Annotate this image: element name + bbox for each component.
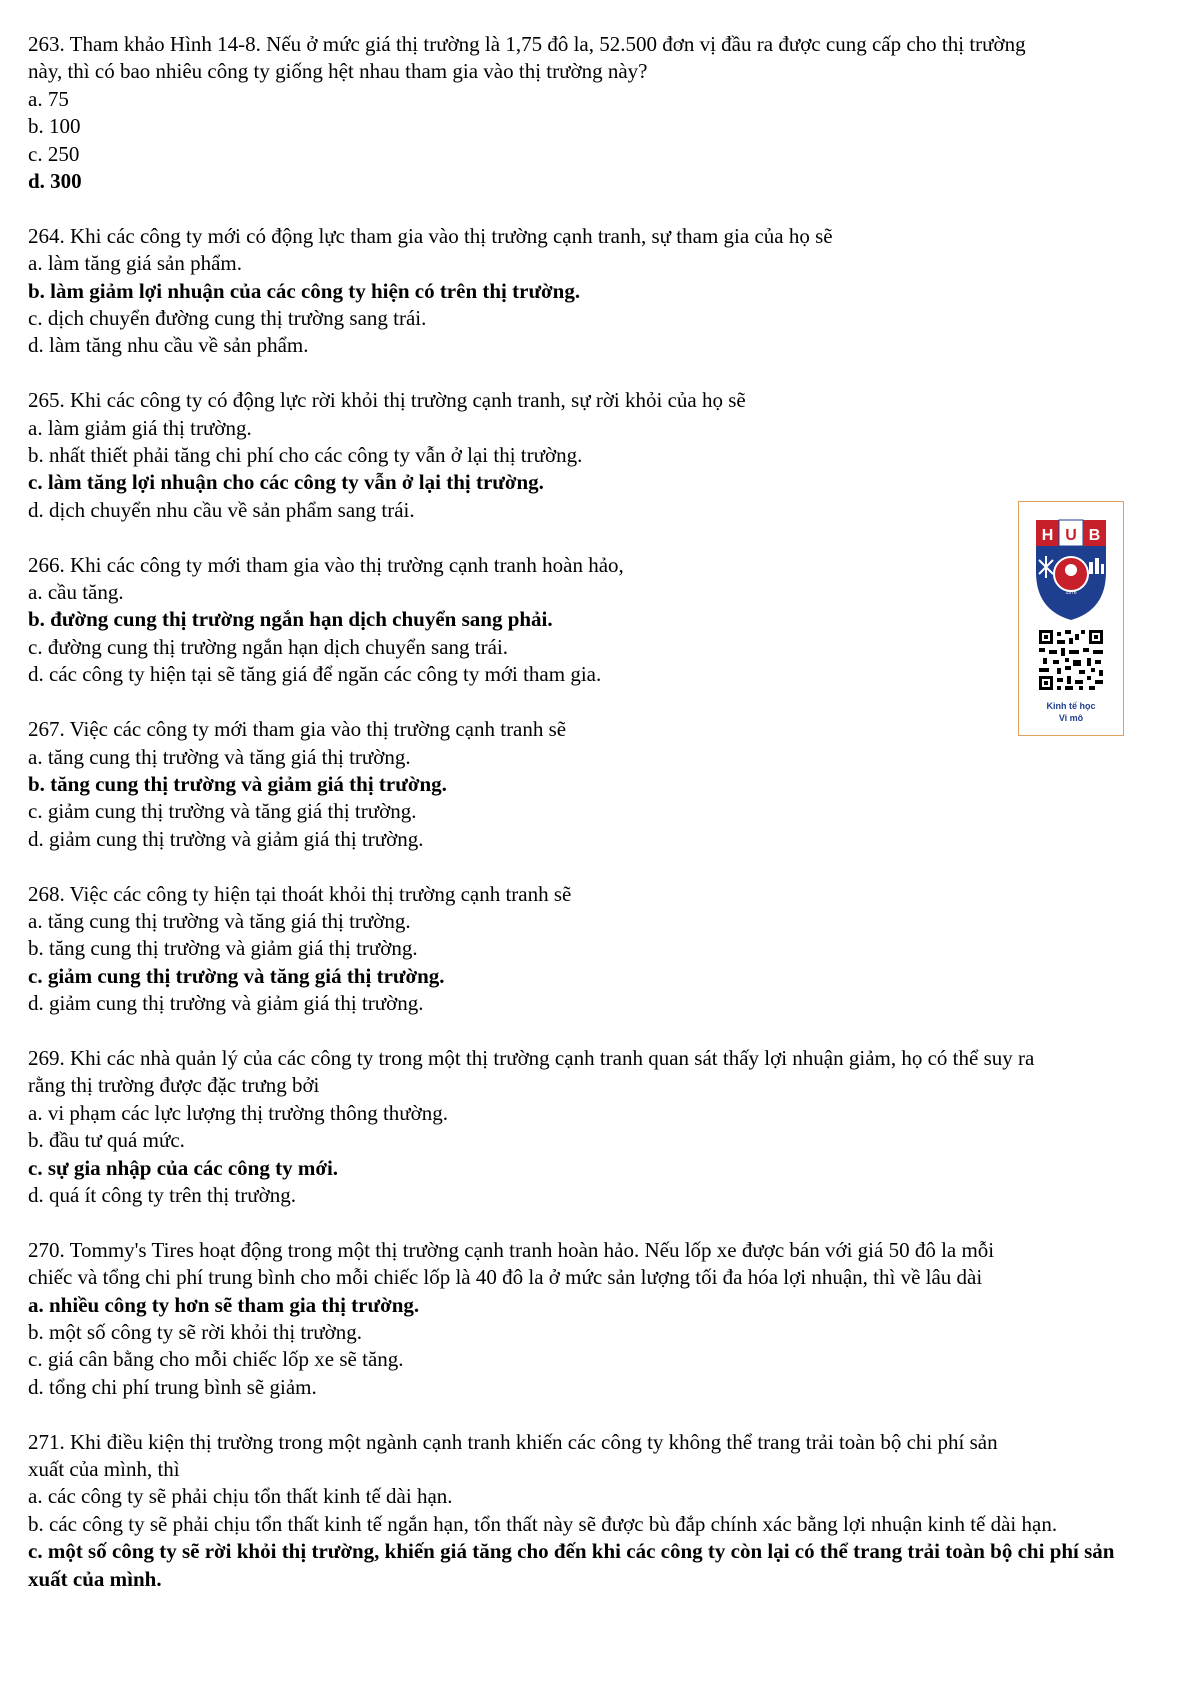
question-block xyxy=(28,387,1188,524)
answer-option: chiếc và tổng chi phí trung bình cho mỗi chiếc lốp là 40 đô la ở mức sản lượng tối đa hóa lợi nhuận, thì về lâu dài xyxy=(28,1265,983,1290)
logo-caption-line1: Kinh tế học xyxy=(1046,701,1096,711)
logo-caption-line2: Vi mô xyxy=(1058,713,1084,723)
answer-option: a. làm giảm giá thị trường. xyxy=(28,415,252,440)
question-text: 265. Khi các công ty có động lực rời khỏi thị trường cạnh tranh, sự rời khỏi của họ sẽ xyxy=(28,388,746,413)
answer-option: c. đường cung thị trường ngắn hạn dịch chuyển sang trái. xyxy=(28,634,509,659)
answer-option-correct: b. đường cung thị trường ngắn hạn dịch chuyển sang phải. xyxy=(28,607,553,632)
question-block xyxy=(28,1429,1188,1593)
answer-option-correct: d. 300 xyxy=(28,169,82,194)
question-text: 266. Khi các công ty mới tham gia vào thị trường cạnh tranh hoàn hảo, xyxy=(28,552,624,577)
logo-year: 1976 xyxy=(1065,590,1077,596)
answer-option: b. đầu tư quá mức. xyxy=(28,1128,185,1153)
question-block xyxy=(28,881,1188,1018)
logo-caption xyxy=(1019,700,1123,724)
question-block xyxy=(28,552,1188,689)
answer-option: rằng thị trường được đặc trưng bởi xyxy=(28,1073,320,1098)
answer-option: a. tăng cung thị trường và tăng giá thị trường. xyxy=(28,908,411,933)
document-body xyxy=(28,31,1188,1620)
answer-option: này, thì có bao nhiêu công ty giống hệt nhau tham gia vào thị trường này? xyxy=(28,59,648,84)
question-block xyxy=(28,1237,1188,1401)
answer-option: c. giảm cung thị trường và tăng giá thị trường. xyxy=(28,799,417,824)
answer-option: a. tăng cung thị trường và tăng giá thị trường. xyxy=(28,744,411,769)
answer-option: c. 250 xyxy=(28,141,80,166)
answer-option: c. giá cân bằng cho mỗi chiếc lốp xe sẽ tăng. xyxy=(28,1347,404,1372)
question-text: 263. Tham khảo Hình 14-8. Nếu ở mức giá thị trường là 1,75 đô la, 52.500 đơn vị đầu ra được cung cấp cho thị trường xyxy=(28,32,1026,56)
answer-option: a. 75 xyxy=(28,86,69,111)
question-block xyxy=(28,716,1188,853)
answer-option: a. các công ty sẽ phải chịu tổn thất kinh tế dài hạn. xyxy=(28,1484,453,1509)
answer-option: b. 100 xyxy=(28,114,81,139)
answer-option: d. giảm cung thị trường và giảm giá thị trường. xyxy=(28,826,424,851)
answer-option: d. giảm cung thị trường và giảm giá thị trường. xyxy=(28,991,424,1016)
question-block xyxy=(28,31,1188,195)
answer-option: d. làm tăng nhu cầu về sản phẩm. xyxy=(28,333,309,358)
question-block xyxy=(28,223,1188,360)
answer-option: d. quá ít công ty trên thị trường. xyxy=(28,1182,297,1207)
logo-letter-b: B xyxy=(1088,527,1101,544)
answer-option: a. cầu tăng. xyxy=(28,580,124,605)
answer-option-correct: b. làm giảm lợi nhuận của các công ty hiện có trên thị trường. xyxy=(28,278,581,303)
answer-option: d. các công ty hiện tại sẽ tăng giá để ngăn các công ty mới tham gia. xyxy=(28,662,602,687)
question-text: 269. Khi các nhà quản lý của các công ty trong một thị trường cạnh tranh quan sát thấy lợi nhuận giảm, họ có thể suy ra xyxy=(28,1045,1035,1070)
answer-option-correct: b. tăng cung thị trường và giảm giá thị trường. xyxy=(28,771,447,796)
answer-option: xuất của mình, thì xyxy=(28,1457,180,1481)
answer-option: b. tăng cung thị trường và giảm giá thị trường. xyxy=(28,936,418,961)
answer-option-correct: c. làm tăng lợi nhuận cho các công ty vẫn ở lại thị trường. xyxy=(28,470,544,495)
question-text: 270. Tommy's Tires hoạt động trong một thị trường cạnh tranh hoàn hảo. Nếu lốp xe được bán với giá 50 đô la mỗi xyxy=(28,1237,995,1262)
question-text: 268. Việc các công ty hiện tại thoát khỏi thị trường cạnh tranh sẽ xyxy=(28,881,572,906)
answer-option-correct: c. sự gia nhập của các công ty mới. xyxy=(28,1155,339,1180)
answer-option: d. tổng chi phí trung bình sẽ giảm. xyxy=(28,1374,317,1399)
answer-option-correct: c. một số công ty sẽ rời khỏi thị trường, khiến giá tăng cho đến khi các công ty còn lại có thể trang trải toàn bộ chi phí sản xuất của mình. xyxy=(28,1539,1115,1591)
question-block xyxy=(28,1045,1188,1209)
question-text: 267. Việc các công ty mới tham gia vào thị trường cạnh tranh sẽ xyxy=(28,717,567,742)
hub-logo-box xyxy=(1018,501,1124,736)
answer-option: a. làm tăng giá sản phẩm. xyxy=(28,251,243,276)
answer-option-correct: c. giảm cung thị trường và tăng giá thị trường. xyxy=(28,963,445,988)
answer-option: b. các công ty sẽ phải chịu tổn thất kinh tế ngắn hạn, tổn thất này sẽ được bù đắp chính xác bằng lợi nhuận kinh tế dài hạn. xyxy=(28,1511,1058,1536)
answer-option: a. vi phạm các lực lượng thị trường thông thường. xyxy=(28,1100,449,1125)
answer-option-correct: a. nhiều công ty hơn sẽ tham gia thị trường. xyxy=(28,1292,420,1317)
logo-letter-h: H xyxy=(1041,527,1054,544)
qr-code-icon xyxy=(1039,630,1103,690)
answer-option: b. một số công ty sẽ rời khỏi thị trường. xyxy=(28,1319,362,1344)
answer-option: d. dịch chuyển nhu cầu về sản phẩm sang trái. xyxy=(28,497,415,522)
hub-shield-logo xyxy=(1019,502,1123,702)
question-text: 271. Khi điều kiện thị trường trong một ngành cạnh tranh khiến các công ty không thể trang trải toàn bộ chi phí sản xyxy=(28,1429,998,1454)
logo-letter-u: U xyxy=(1065,527,1077,544)
question-text: 264. Khi các công ty mới có động lực tham gia vào thị trường cạnh tranh, sự tham gia của họ sẽ xyxy=(28,223,833,248)
answer-option: b. nhất thiết phải tăng chi phí cho các công ty vẫn ở lại thị trường. xyxy=(28,443,583,468)
answer-option: c. dịch chuyển đường cung thị trường sang trái. xyxy=(28,306,427,331)
